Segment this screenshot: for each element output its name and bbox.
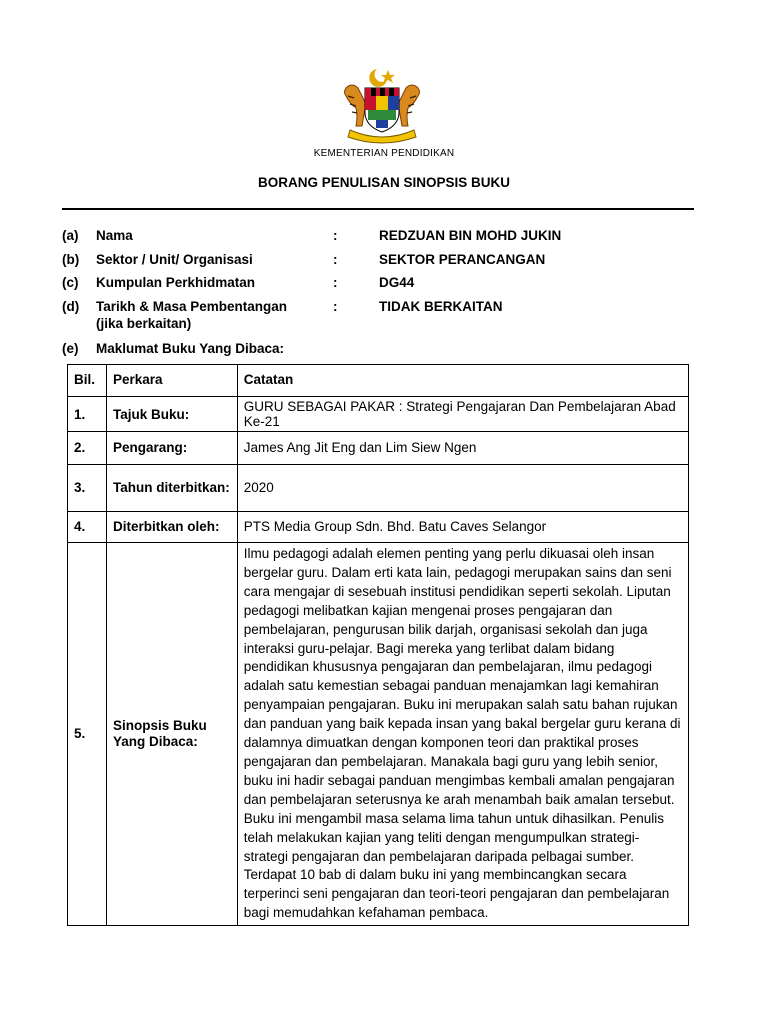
row-number: 3. [68, 465, 107, 512]
field-service-group-colon: : [333, 275, 338, 290]
row-item: Tahun diterbitkan: [106, 465, 237, 512]
form-title: BORANG PENULISAN SINOPSIS BUKU [257, 175, 511, 190]
field-date-colon: : [333, 299, 338, 314]
header-perkara: Perkara [106, 365, 237, 397]
field-e-key: (e) [62, 341, 79, 356]
row-item: Sinopsis Buku Yang Dibaca: [106, 543, 237, 926]
title-divider [62, 208, 694, 210]
row-note: GURU SEBAGAI PAKAR : Strategi Pengajaran Dan Pembelajaran Abad Ke-21 [237, 397, 688, 432]
synopsis-text: Ilmu pedagogi adalah elemen penting yang perlu dikuasai oleh insan bergelar guru. Dalam erti kata lain, pedagogi merupakan sains dan seni cara mengajar di sesebuah institusi pendidikan seperti sekolah. Liputan pedagogi melibatkan kajian mengenai proses pengajaran dan pembelajaran, pengurusan bilik darjah, organisasi sekolah dan juga interaksi guru-pelajar. Bagi mereka yang terlibat dalam bidang pendidikan khususnya pengajaran dan pembelajaran, ilmu pedagogi adalah satu kemestian sebagai panduan menajamkan lagi kemahiran penyampaian pengajaran. Buku ini merupakan salah satu bahan rujukan dan panduan yang baik kepada insan yang bakal bergelar guru kerana di dalamnya dimuatkan dengan komponen teori dan praktikal proses pengajaran dan pembelajaran. Manakala bagi guru yang lebih senior, buku ini hadir sebagai panduan mengimbas kembali amalan pengajaran dan pembelajaran seterusnya ke arah menambah baik amalan tersebut. Buku ini mengambil masa selama lima tahun untuk dihasilkan. Penulis telah melakukan kajian yang teliti dengan mengumpulkan strategi-strategi pengajaran dan pembelajaran daripada pelbagai sumber. Terdapat 10 bab di dalam buku ini yang membincangkan secara terperinci seni pengajaran dan teori-teori pengajaran dan pembelajaran bagi memudahkan kefahaman pembaca. [237, 543, 688, 926]
table-row [68, 512, 689, 543]
table-row [68, 543, 689, 926]
field-name-colon: : [333, 228, 338, 243]
field-d-key: (d) [62, 299, 80, 314]
field-c-key: (c) [62, 275, 79, 290]
row-number: 2. [68, 432, 107, 465]
row-number: 5. [68, 543, 107, 926]
table-header-row [68, 365, 689, 397]
row-note: 2020 [237, 465, 688, 512]
row-note: James Ang Jit Eng dan Lim Siew Ngen [237, 432, 688, 465]
field-date-label: Tarikh & Masa Pembentangan [96, 299, 288, 314]
row-item: Tajuk Buku: [106, 397, 237, 432]
field-service-group-label: Kumpulan Perkhidmatan [96, 275, 256, 290]
table-row [68, 432, 689, 465]
field-sector-value: SEKTOR PERANCANGAN [379, 252, 546, 267]
field-sector-colon: : [333, 252, 338, 267]
row-number: 4. [68, 512, 107, 543]
field-sector-label: Sektor / Unit/ Organisasi [96, 252, 253, 267]
book-info-table [67, 364, 689, 926]
header-catatan: Catatan [237, 365, 688, 397]
table-row [68, 397, 689, 432]
row-note: PTS Media Group Sdn. Bhd. Batu Caves Selangor [237, 512, 688, 543]
table-row [68, 465, 689, 512]
field-name-label: Nama [96, 228, 133, 243]
field-a-key: (a) [62, 228, 79, 243]
field-date-sublabel: (jika berkaitan) [96, 316, 192, 331]
book-info-heading: Maklumat Buku Yang Dibaca: [96, 341, 285, 356]
coat-of-arms-logo [332, 66, 432, 144]
row-item: Pengarang: [106, 432, 237, 465]
field-service-group-value: DG44 [379, 275, 415, 290]
field-b-key: (b) [62, 252, 80, 267]
field-name-value: REDZUAN BIN MOHD JUKIN [379, 228, 562, 243]
ministry-name: KEMENTERIAN PENDIDIKAN [313, 148, 455, 159]
row-number: 1. [68, 397, 107, 432]
header-bil: Bil. [68, 365, 107, 397]
field-date-value: TIDAK BERKAITAN [379, 299, 503, 314]
row-item: Diterbitkan oleh: [106, 512, 237, 543]
